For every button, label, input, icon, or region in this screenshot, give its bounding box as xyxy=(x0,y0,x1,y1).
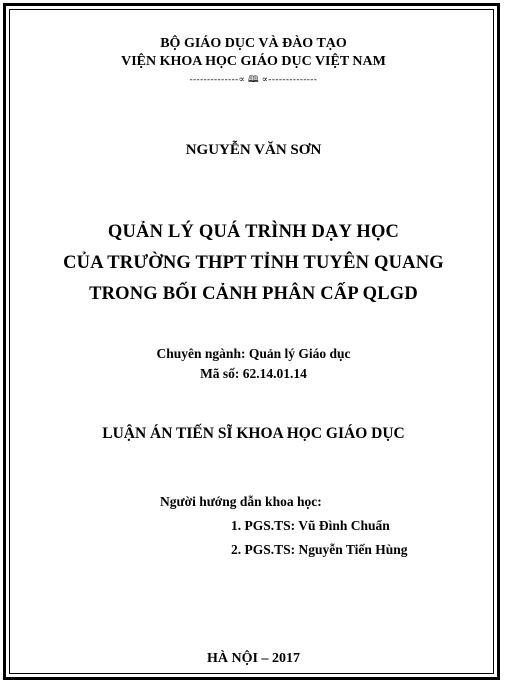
degree-title: LUẬN ÁN TIẾN SĨ KHOA HỌC GIÁO DỤC xyxy=(102,425,405,442)
institute-name: VIỆN KHOA HỌC GIÁO DỤC VIỆT NAM xyxy=(121,54,386,69)
decorative-divider: --------------∝ 🕮 ∝-------------- xyxy=(189,74,318,84)
place-and-year: HÀ NỘI – 2017 xyxy=(207,651,300,666)
thesis-title-line-2: CỦA TRƯỜNG THPT TỈNH TUYÊN QUANG xyxy=(63,253,444,273)
ministry-name: BỘ GIÁO DỤC VÀ ĐÀO TẠO xyxy=(160,36,347,51)
supervisors-label: Người hướng dẫn khoa học: xyxy=(160,494,322,509)
thesis-title-line-3: TRONG BỐI CẢNH PHÂN CẤP QLGD xyxy=(89,284,418,304)
specialization-code: Mã số: 62.14.01.14 xyxy=(200,366,307,381)
author-name: NGUYỄN VĂN SƠN xyxy=(185,142,322,158)
supervisor-2: 2. PGS.TS: Nguyễn Tiến Hùng xyxy=(231,542,408,557)
specialization-major: Chuyên ngành: Quản lý Giáo dục xyxy=(156,346,351,361)
supervisor-1: 1. PGS.TS: Vũ Đình Chuẩn xyxy=(231,518,390,533)
inner-border xyxy=(9,9,494,674)
thesis-title-line-1: QUẢN LÝ QUÁ TRÌNH DẠY HỌC xyxy=(107,222,400,242)
